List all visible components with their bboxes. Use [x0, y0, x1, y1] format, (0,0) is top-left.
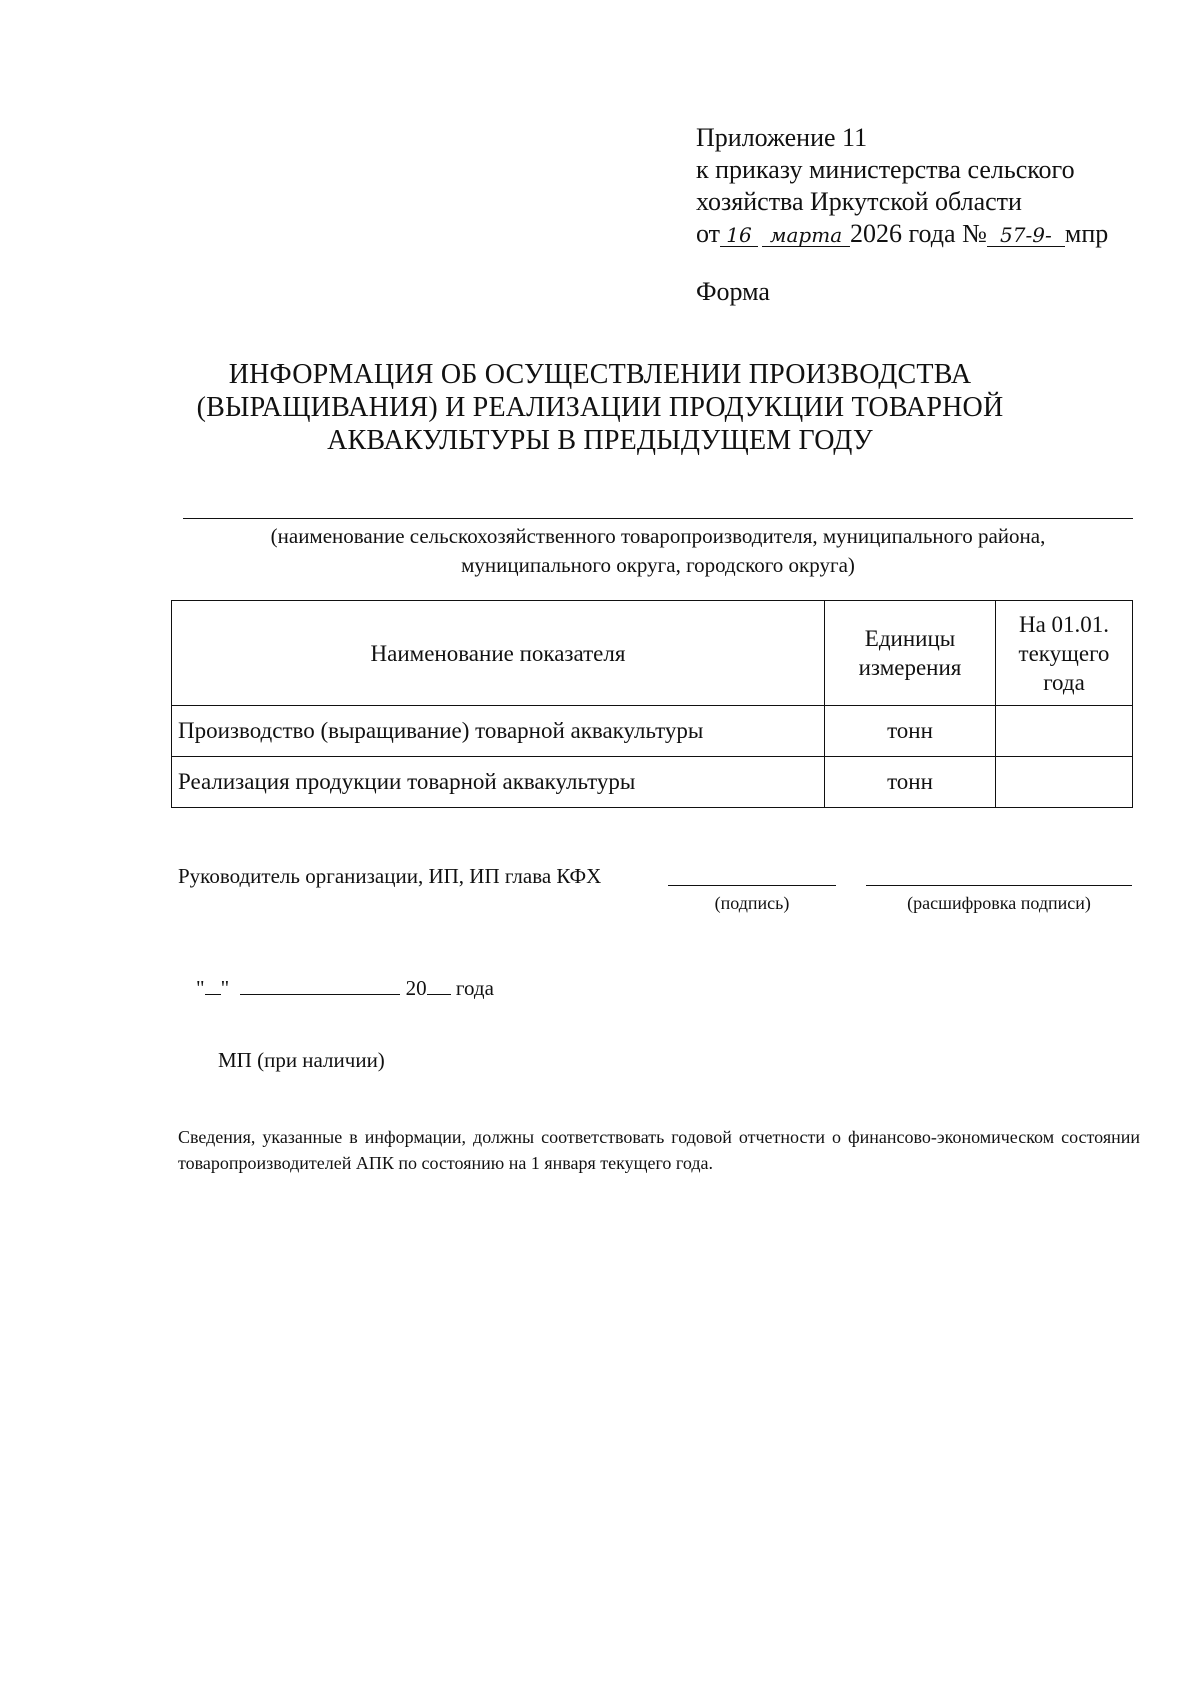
header-date-line-2: текущего [1018, 640, 1110, 666]
row-indicator: Реализация продукции товарной аквакультуры [172, 757, 825, 808]
footnote: Сведения, указанные в информации, должны соответствовать годовой отчетности о финансово-экономическом состоянии товаропроизводителей АПК по состоянию на 1 января текущего года. [178, 1127, 1140, 1173]
date-line [196, 976, 494, 1001]
signature-decode-field[interactable] [866, 885, 1132, 886]
header-unit-line-2: измерения [858, 655, 962, 680]
document-title [150, 358, 1050, 457]
caption-line-2: муниципального округа, городского округа) [461, 553, 855, 577]
date-year-prefix: 20 [405, 976, 427, 1000]
header-date-line-1: На 01.01. [1018, 611, 1110, 637]
appendix-number: Приложение 11 [696, 123, 868, 152]
date-close-quote: " [220, 976, 230, 1000]
signature-label: Руководитель организации, ИП, ИП глава КФХ [178, 864, 602, 888]
row-unit: тонн [825, 706, 996, 757]
indicators-table [171, 600, 1133, 808]
signature-field[interactable] [668, 885, 836, 886]
caption-line-1: (наименование сельскохозяйственного товаропроизводителя, муниципального района, [270, 524, 1046, 548]
header-unit-line-1: Единицы [864, 626, 956, 651]
date-suffix: года [455, 976, 494, 1000]
ministry-name: хозяйства Иркутской области [696, 187, 1022, 216]
table-row [172, 706, 1133, 757]
order-date-number [696, 218, 1176, 250]
date-day-field[interactable] [205, 976, 221, 995]
order-reference: к приказу министерства сельского [696, 155, 1075, 184]
form-label: Форма [696, 277, 770, 306]
order-date-prefix: от [696, 219, 721, 248]
producer-name-caption [150, 522, 1166, 580]
header-date-line-3: года [1043, 669, 1085, 695]
order-number-handwritten: 57-9- [987, 224, 1065, 247]
header-unit [825, 601, 996, 706]
row-indicator: Производство (выращивание) товарной аквакультуры [172, 706, 825, 757]
order-month-handwritten: марта [762, 224, 850, 247]
appendix-header [696, 122, 1176, 250]
title-line-1: ИНФОРМАЦИЯ ОБ ОСУЩЕСТВЛЕНИИ ПРОИЗВОДСТВА [228, 359, 972, 390]
header-indicator: Наименование показателя [172, 601, 825, 706]
date-open-quote: " [196, 976, 205, 1000]
signature-caption: (подпись) [714, 893, 790, 913]
table-row [172, 757, 1133, 808]
producer-name-field[interactable] [183, 518, 1133, 519]
date-month-field[interactable] [240, 976, 400, 995]
header-date [996, 601, 1133, 706]
row-value-input[interactable] [996, 706, 1133, 757]
date-year-field[interactable] [427, 976, 451, 995]
title-line-2: (ВЫРАЩИВАНИЯ) И РЕАЛИЗАЦИИ ПРОДУКЦИИ ТОВАРНОЙ [196, 392, 1004, 423]
order-suffix: мпр [1064, 219, 1109, 248]
stamp-label: МП (при наличии) [218, 1048, 385, 1072]
row-unit: тонн [825, 757, 996, 808]
order-day-handwritten: 16 [720, 224, 758, 247]
row-value-input[interactable] [996, 757, 1133, 808]
signature-decode-caption: (расшифровка подписи) [907, 893, 1091, 913]
order-year-text: 2026 года № [850, 219, 987, 248]
title-line-3: АКВАКУЛЬТУРЫ В ПРЕДЫДУЩЕМ ГОДУ [327, 425, 873, 456]
table-header-row [172, 601, 1133, 706]
